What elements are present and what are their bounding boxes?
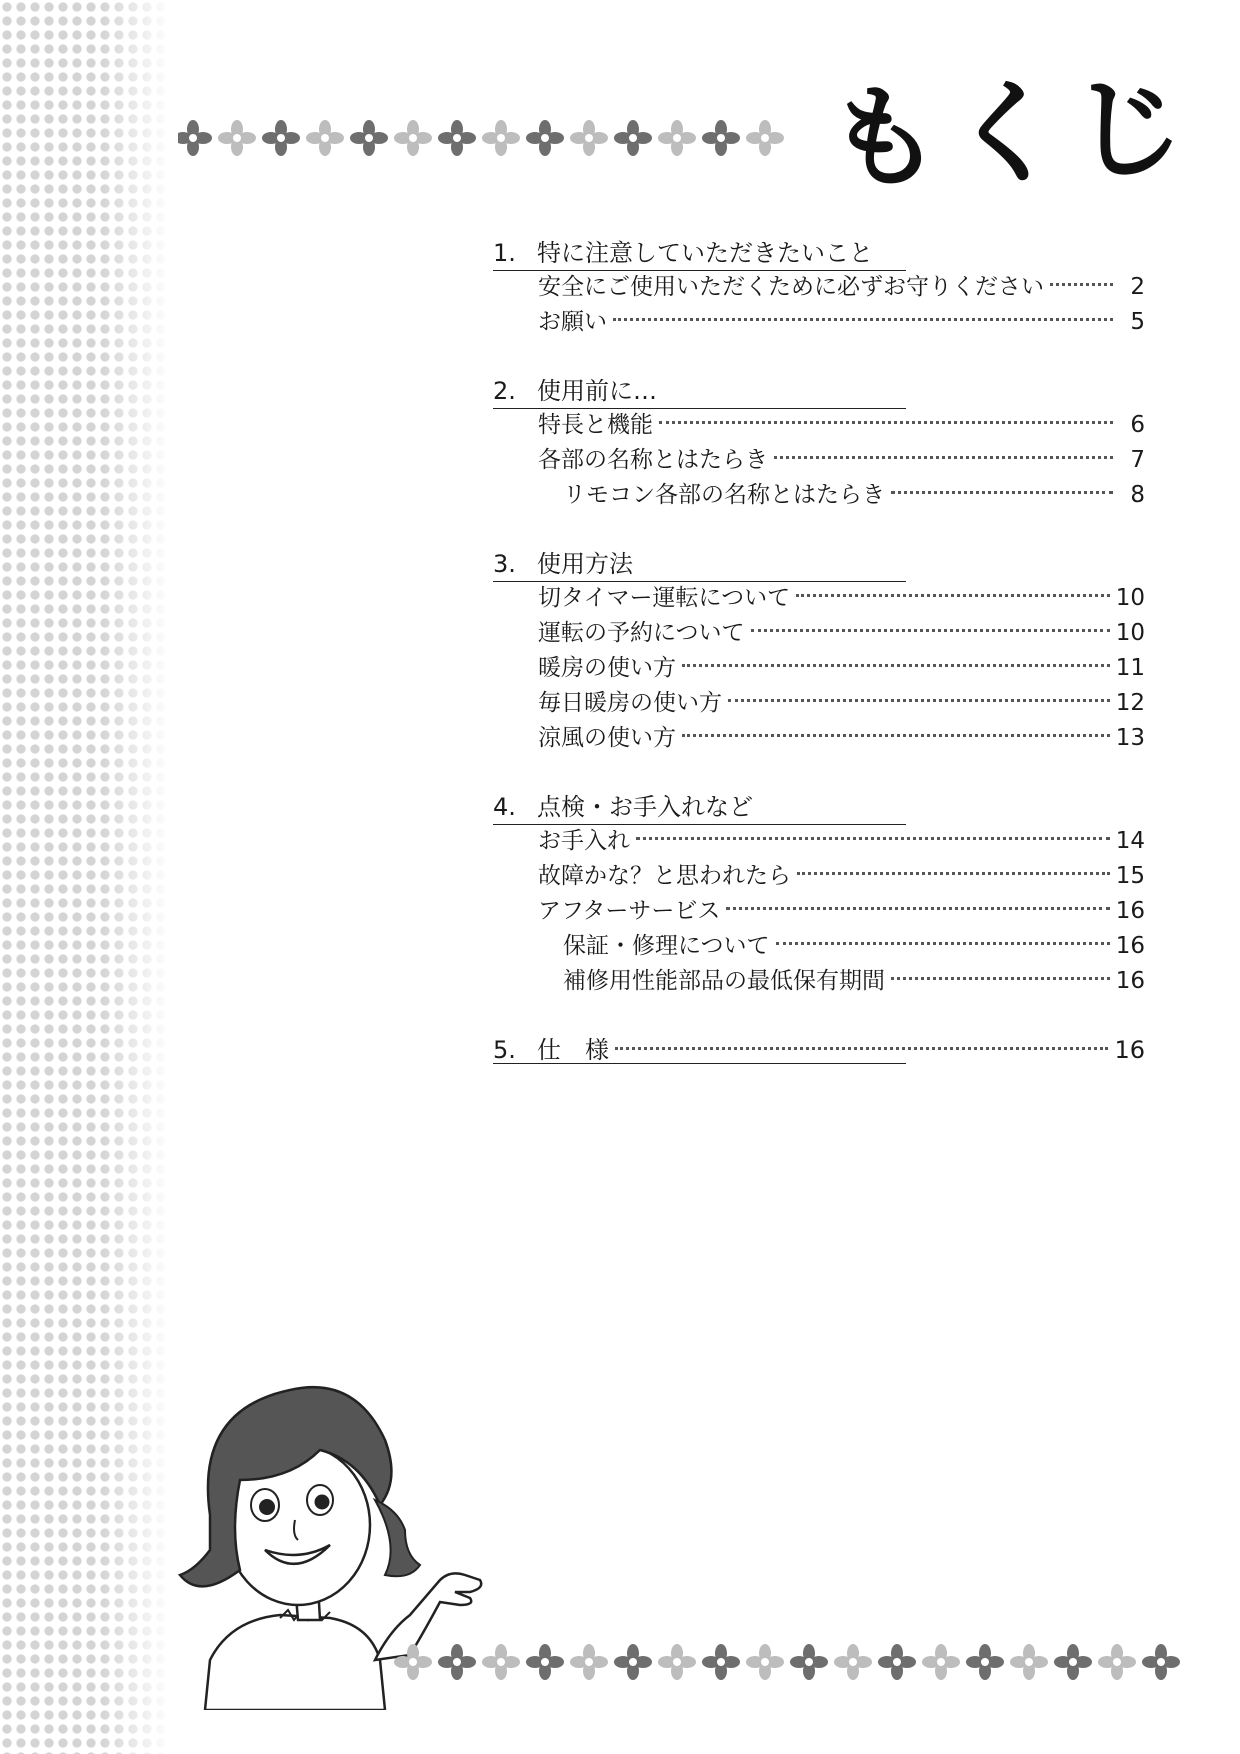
page-number: 16 bbox=[1115, 933, 1145, 959]
dot-leader bbox=[659, 421, 1113, 424]
section-heading[interactable] bbox=[493, 236, 1145, 270]
dot-leader bbox=[682, 664, 1110, 667]
dot-leader bbox=[728, 699, 1110, 702]
entry-label: 切タイマー運転について bbox=[538, 585, 791, 611]
flower-ornament bbox=[922, 1644, 960, 1680]
flower-ornament bbox=[834, 1644, 872, 1680]
page-number: 10 bbox=[1115, 585, 1145, 611]
flower-ornament bbox=[702, 1644, 740, 1680]
right-pupil bbox=[315, 1495, 330, 1510]
section-number: 5. bbox=[493, 1036, 516, 1064]
section-number: 2. bbox=[493, 377, 516, 405]
entry-label: 特長と機能 bbox=[538, 412, 653, 438]
entry-label: 運転の予約について bbox=[538, 620, 745, 646]
left-pupil bbox=[259, 1499, 275, 1515]
toc-entry[interactable] bbox=[493, 721, 1145, 756]
dot-leader bbox=[615, 1047, 1108, 1050]
flower-ornament bbox=[178, 120, 212, 156]
dot-leader bbox=[636, 837, 1110, 840]
dotted-border-fade bbox=[100, 0, 175, 1754]
flower-ornament bbox=[746, 120, 784, 156]
flower-ornament bbox=[702, 120, 740, 156]
page-number: 14 bbox=[1115, 828, 1145, 854]
page-number: 15 bbox=[1115, 863, 1145, 889]
page-number: 13 bbox=[1115, 725, 1145, 751]
flower-ornament bbox=[966, 1644, 1004, 1680]
dot-leader bbox=[797, 872, 1110, 875]
dot-leader bbox=[796, 594, 1110, 597]
section-number: 4. bbox=[493, 793, 516, 821]
toc-section-1 bbox=[493, 236, 1145, 340]
flower-ornament bbox=[482, 1644, 520, 1680]
entry-label: 涼風の使い方 bbox=[538, 725, 676, 751]
flower-ornament bbox=[526, 1644, 564, 1680]
flower-ornament bbox=[878, 1644, 916, 1680]
flower-ornament bbox=[658, 1644, 696, 1680]
toc-section-3 bbox=[493, 547, 1145, 756]
page-number: 5 bbox=[1130, 309, 1145, 335]
flower-ornament bbox=[218, 120, 256, 156]
section-heading[interactable] bbox=[493, 374, 1145, 408]
dot-leader bbox=[776, 942, 1110, 945]
flower-ornament bbox=[1142, 1644, 1180, 1680]
toc-entry[interactable] bbox=[493, 929, 1145, 964]
section-title: 特に注意していただきたいこと bbox=[537, 239, 873, 267]
entry-label: アフターサービス bbox=[538, 898, 721, 924]
entry-label: お願い bbox=[538, 309, 607, 335]
table-of-contents bbox=[493, 236, 1145, 1098]
section-heading[interactable] bbox=[493, 547, 1145, 581]
entry-label: 安全にご使用いただくために必ずお守りください bbox=[538, 274, 1044, 300]
toc-entry[interactable] bbox=[493, 964, 1145, 999]
page-number: 2 bbox=[1130, 274, 1145, 300]
flower-ornament bbox=[262, 120, 300, 156]
flower-ornament bbox=[1098, 1644, 1136, 1680]
entry-label: お手入れ bbox=[538, 828, 630, 854]
section-heading[interactable] bbox=[493, 790, 1145, 824]
toc-entry[interactable] bbox=[493, 894, 1145, 929]
page-number: 16 bbox=[1115, 968, 1145, 994]
flower-ornament bbox=[614, 120, 652, 156]
flower-border-bottom-svg bbox=[178, 1642, 1188, 1682]
page-number: 16 bbox=[1114, 1036, 1145, 1064]
toc-entry[interactable] bbox=[493, 443, 1145, 478]
toc-entry[interactable] bbox=[493, 686, 1145, 721]
page-number: 12 bbox=[1115, 690, 1145, 716]
entry-label: 補修用性能部品の最低保有期間 bbox=[563, 968, 885, 994]
flower-ornament bbox=[394, 1644, 432, 1680]
entry-label: 各部の名称とはたらき bbox=[538, 447, 768, 473]
flower-ornament bbox=[1010, 1644, 1048, 1680]
entry-label: 保証・修理について bbox=[563, 933, 770, 959]
toc-section-4 bbox=[493, 790, 1145, 999]
entry-label: 故障かな？と思われたら bbox=[538, 863, 791, 889]
page-number: 16 bbox=[1115, 898, 1145, 924]
dot-leader bbox=[891, 977, 1110, 980]
section-title: 使用方法 bbox=[537, 550, 633, 578]
entry-label: 暖房の使い方 bbox=[538, 655, 676, 681]
page-title: もくじ bbox=[818, 65, 1204, 202]
flower-border-bottom bbox=[178, 1642, 1188, 1682]
page-number: 6 bbox=[1130, 412, 1145, 438]
section-heading[interactable] bbox=[493, 1033, 1145, 1067]
section-number: 1. bbox=[493, 239, 516, 267]
flower-ornament bbox=[658, 120, 696, 156]
hair-curl bbox=[375, 1500, 420, 1576]
flower-ornament bbox=[1054, 1644, 1092, 1680]
section-title: 仕 様 bbox=[537, 1036, 609, 1064]
section-title: 使用前に… bbox=[537, 377, 657, 405]
dot-leader bbox=[1050, 283, 1113, 286]
toc-entry[interactable] bbox=[493, 478, 1145, 513]
flower-ornament bbox=[614, 1644, 652, 1680]
flower-ornament bbox=[570, 1644, 608, 1680]
flower-ornament bbox=[570, 120, 608, 156]
section-number: 3. bbox=[493, 550, 516, 578]
dot-leader bbox=[751, 629, 1110, 632]
flower-ornament bbox=[394, 120, 432, 156]
dot-leader bbox=[726, 907, 1109, 910]
toc-entry[interactable] bbox=[493, 270, 1145, 305]
toc-section-2 bbox=[493, 374, 1145, 513]
flower-ornament bbox=[482, 120, 520, 156]
flower-ornament bbox=[526, 120, 564, 156]
page-number: 10 bbox=[1115, 620, 1145, 646]
flower-ornament bbox=[790, 1644, 828, 1680]
dot-leader bbox=[774, 456, 1113, 459]
entry-label: 毎日暖房の使い方 bbox=[538, 690, 722, 716]
page-number: 11 bbox=[1115, 655, 1145, 681]
flower-ornament bbox=[438, 1644, 476, 1680]
flower-ornament bbox=[746, 1644, 784, 1680]
toc-entry[interactable] bbox=[493, 859, 1145, 894]
toc-section-5 bbox=[493, 1033, 1145, 1064]
dot-leader bbox=[613, 318, 1113, 321]
flower-ornament bbox=[306, 120, 344, 156]
dot-leader bbox=[891, 491, 1113, 494]
flower-ornament bbox=[438, 120, 476, 156]
toc-entry[interactable] bbox=[493, 616, 1145, 651]
entry-label: リモコン各部の名称とはたらき bbox=[563, 482, 885, 508]
page-number: 7 bbox=[1130, 447, 1145, 473]
toc-entry[interactable] bbox=[493, 824, 1145, 859]
section-title: 点検・お手入れなど bbox=[537, 793, 753, 821]
page-number: 8 bbox=[1130, 482, 1145, 508]
toc-entry[interactable] bbox=[493, 581, 1145, 616]
flower-ornament bbox=[350, 120, 388, 156]
toc-entry[interactable] bbox=[493, 305, 1145, 340]
toc-entry[interactable] bbox=[493, 408, 1145, 443]
toc-entry[interactable] bbox=[493, 651, 1145, 686]
dot-leader bbox=[682, 734, 1110, 737]
